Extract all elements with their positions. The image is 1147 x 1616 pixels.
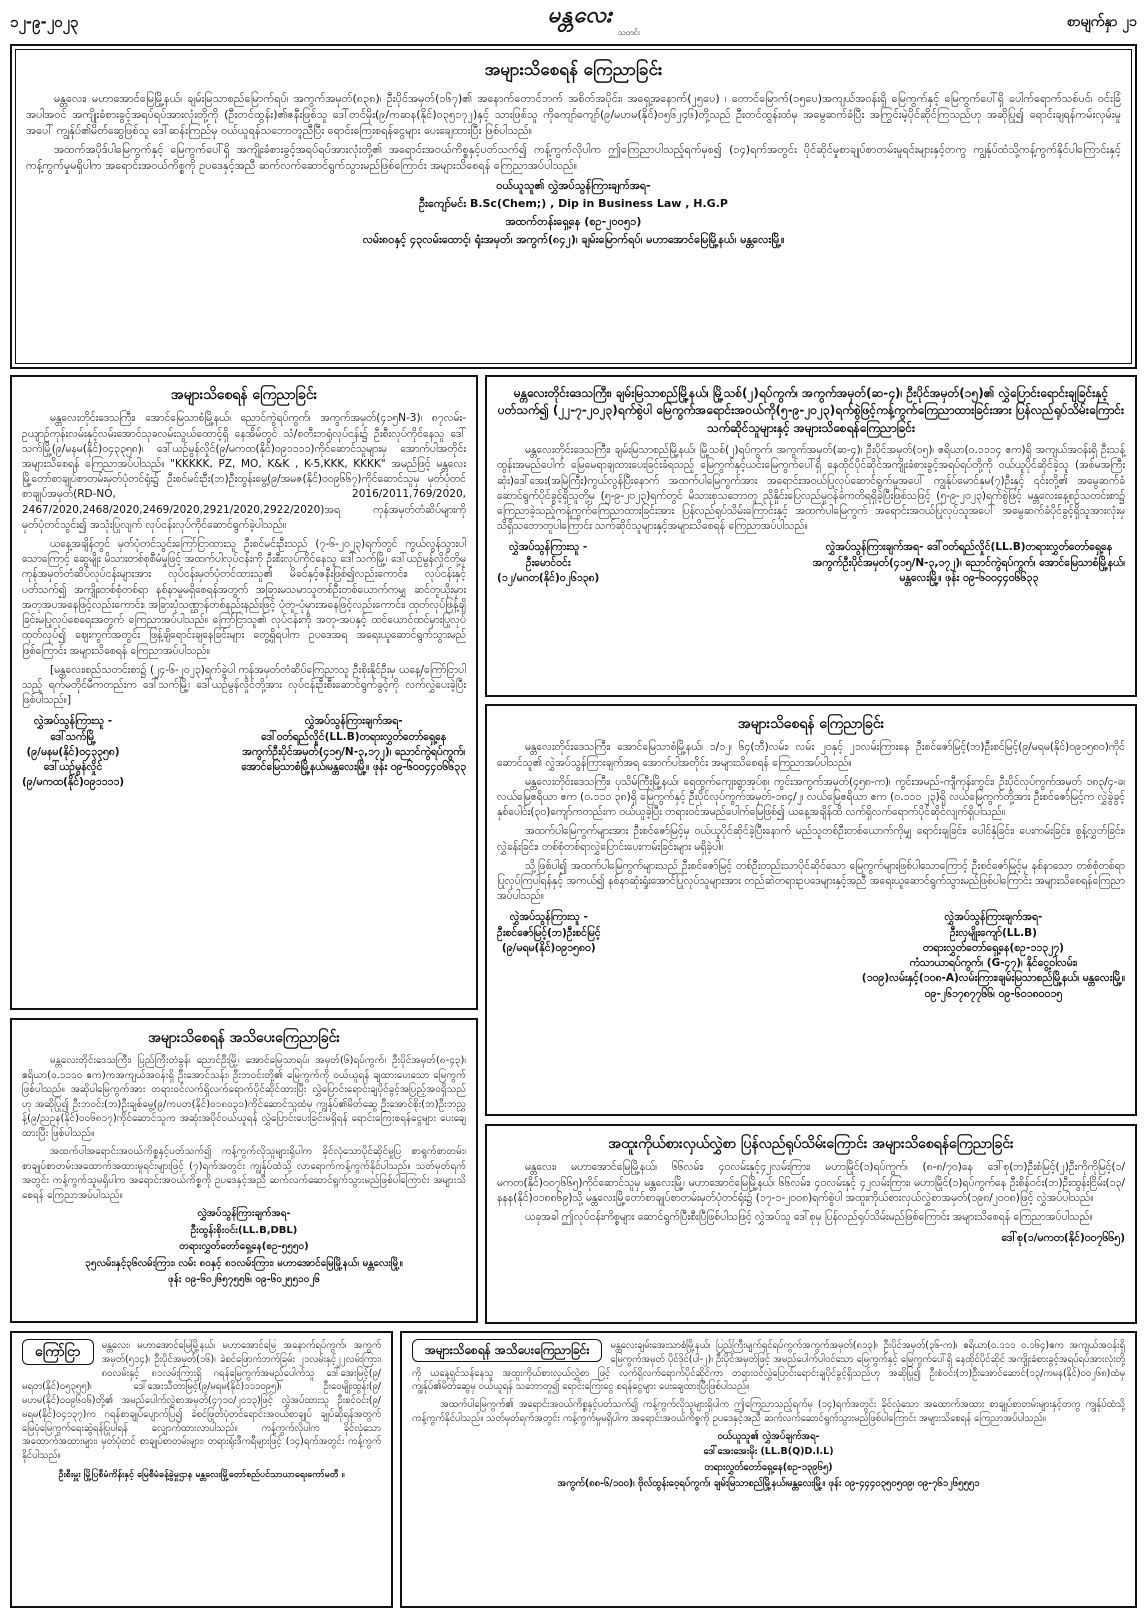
notice-paragraph: မန္တလေးတိုင်းဒေသကြီး၊ အောင်မြေသာစံမြို့နယ်၊ ၁/၁၂၊ ၆၄(ဘီ)လမ်း၊ လမ်း ၂၀နှင့် ၂၁လမ်းကြားနေ ဦးစင်ဇော်မြင့်(ဘ)ဦးစင်မြင့်(၉/မရမ(နိုင်)၀၉၁၅၈၀)ကိုင်ဆောင်သူ၏ လွှဲအပ်သွန်ကြားချက်အရ အောက်ပါအတိုင်း အများသိစေရန် ကြေညာအပ်ပါသည်။ — [497, 741, 1125, 769]
notice-footer: ဦးစီးမှူး မြို့ပြစီမံကိန်းနှင့် မြေစီမံခန့်ခွဲမှုဌာန မန္တလေးမြို့တော်စည်ပင်သာယာရေးကော်မတီ ။ — [58, 1469, 345, 1480]
signature-line: ဝယ်ယူသူ၏ လွှဲအပ်သွန်ကြားချက်အရ- — [496, 179, 651, 193]
signature-line: တရားလွှတ်တော်ရှေ့နေ(စဥ-၅၅၅၀) — [179, 1241, 309, 1253]
signature-right — [813, 540, 1125, 586]
notice-paragraph: အထက်ပါမြေကွက်၏ အရောင်းအဝယ်ကိစ္စနှင့်ပတ်သက်၍ ကန့်ကွက်လိုသူများရှိပါက ဤကြေညာသည့်ရက်မှ (၁၄)ရက်အတွင်း ခိုင်လုံသော အထောက်အထား စာချုပ်စာတမ်းများနှင့်တကွ ကျွန်ုပ်ထံသို့ ကန့်ကွက်နိုင်ပါသည်။ သတ်မှတ်ရက်အတွင်း ကန့်ကွက်မှုမရှိပါက အရောင်းအဝယ်ကိစ္စကို ဥပဒေနှင့်အညီ ဆက်လက်ဆောင်ရွက်သွားမည်ဖြစ်ပါကြောင်း အများသိစေရန် ကြေညာအပ်ပါသည်။ — [412, 1399, 1125, 1424]
logo-subtext: သတင်း — [618, 28, 640, 38]
signature-line: ဦးကျော်မင်း B.Sc(Chem;) , Dip in Business Law , H.G.P — [419, 197, 728, 211]
signature-line: လွှဲအပ်သွန်ကြားသူ - — [509, 911, 588, 924]
signature-line: ၃၅လမ်း၊နှင့်၃၆လမ်းကြား၊ လမ်း ၈၀နှင့် ၈၁လမ်းကြား၊ မဟာအောင်မြေမြို့နယ်၊ မန္တလေးမြို့။ — [85, 1257, 403, 1269]
notice-paragraph: ယနေ့အချိန်တွင် မှတ်ပုံတင်သွင်းကြော်ငြာထားသူ ဦးစင်မင်းဦးသည် (၇-၆-၂၀၂၃)ရက်တွင် ကွယ်လွန်သွားပါသောကြောင့် ဆွေမျိုး မိသားတစ်စုစီမံမှုဖြင့် အထက်ပါလုပ်ငန်းကို ဦးစီးလုပ်ကိုင်နေသူ ဒေါ်သက်မြို့၊ ဒေါ်ယဉ်မွန်လှိုင်တို့မှ ကုန်အမှတ်တံဆိပ်လုပ်ငန်းများအား လုပ်ငန်းမှတ်ပုံတင်ထားသူ၏ မိခင်နှင့်ဇနီးဖြစ်၍လည်းကောင်း၊ လုပ်ငန်းနှင့်ပတ်သက်၍ အကျိုးတစ်စုံတစ်ရာ နစ်နာမှုမရှိစေရန်အတွက် အခြားမသမာသူတစ်ဦးတစ်ယောက်ကမျှ ဆင်တူယိုးမှားအတုအပအနေဖြင့်လည်းကောင်း၊ အခြားပုံသဏ္ဌာန်တစ်နည်းနည်းဖြင့် ပုံတူ-ပုံမှားအနေဖြင့်လည်းကောင်း၊ ထုတ်လုပ်ဖြန့်ချိခြင်းမပြုလုပ်စေရေးအတွက် ကြေညာအပ်ပါသည်။ ကြော်ငြာသူ၏ လုပ်ငန်းကို အတု-အပနှင့် ထင်ယောင်ထင်မှားပြုလုပ်ထုတ်လုပ်၍ ဈေးကွက်အတွင်း ဖြန့်ချိရောင်းချနေခြင်းများ တွေ့ရှိရပါက ဥပဒေအရ အရေးယူဆောင်ရွက်သွားမည်ဖြစ်ကြောင်း အများသိစေရန် ကြေညာအပ်ပါသည်။ — [22, 538, 466, 657]
notice-title: အများသိစေရန် အသိပေးကြေညာခြင်း — [148, 1030, 340, 1046]
signature-line: ဒေါ်သက်မြို့ — [50, 730, 96, 743]
notice-paragraph: မန္တလေးတိုင်းဒေသကြီး၊ ပုသိမ်ကြီးမြို့နယ်၊ ရေထွက်ကျေးရွာအုပ်စု၊ ကွင်းအကွက်အမှတ်(၄၅၈-က)၊ ကွင်းအမည်-ကျီကုန်းကွင်း၊ ဦးပိုင်လုပ်ကွက်အမှတ် ၁၈၃/၄-ခ၊ လယ်မြေဧရိယာ ဧက (၀.၁၁၁ ၃၈)ရှိ မြေကွက်နှင့် ဦးပိုင်လုပ်ကွက်အမှတ်-၁၈၄/၂၊ လယ်မြေဧရိယာ ဧက (၀.၁၁၁ ၂၃)ရှိ လယ်မြေကွက်တို့အား ဦးစင်ဇော်မြင့်က လွှဲခွဲခွင့် နှစ်ပေါင်း(၃၀)ကျော်ကတည်းက ဝယ်ယူခဲ့ပြီး တရားဝင်အမည်ပေါက်မြေဖြစ်၍ ယနေ့အချိန်ထိ လက်ရှိလက်ရောက်ပိုင်ဆိုင်လျက်ရှိပါသည်။ — [497, 775, 1125, 819]
notice-paragraph: မန္တလေး၊ မဟာအောင်မြေမြို့နယ်၊ ချမ်းမြသာစည်မြောက်ရပ်၊ အကွက်အမှတ်(၈၃၈)၊ ဦးပိုင်အမှတ်(၁၆၇)၏ အနောက်တောင်ဘက် အစိတ်အပိုင်း၊ အရှေ့အနောက်(၂၅ပေ) ၊ တောင်မြောက်(၁၅ပေ)အကျယ်အဝန်းရှိ မြေကွက်နှင့် မြေကွက်ပေါ်ရှိ ပေါက်ရောက်သစ်ပင်၊ ဝင်းခြံအပါအဝင် အကျိုးခံစားခွင့်အရပ်ရပ်အားလုံးတို့ကို (ဦးတင်ထွန်း)၏ဇနီးဖြစ်သူ ဒေါ်တင်မိုး(၉/ကဆန(နိုင်)၀၃၅၁၇၂)နှင့် သားဖြစ်သူ ကိုကျော်ကျော်(၉/မဟမ(နိုင်)၀၅၆၂၄၆)တို့သည် ဦးတင်ထွန်းထံမှ အမွေဆက်ခံပြီး အကြွင်းမဲ့ပိုင်ဆိုင်ကြသည်ဟု အဆိုပြု၍ ရောင်းချရန်ကမ်းလှမ်းမှုအပေါ် ကျွန်ုပ်၏မိတ်ဆွေဖြစ်သူ ဒေါ်ဆန်းကြည်မှ ဝယ်ယူရန်သဘောတူညီပြီး ရောင်းကြေးစရန်ငွေများ ပေးချေထားပြီး ဖြစ်ပါသည်။ — [26, 91, 1121, 137]
notice-6 — [485, 1124, 1137, 1324]
signature-line: (၁၂/မဂတ(နိုင်)၀၂၆၁၃၈) — [497, 571, 600, 584]
signature-line: အကွက်ဦးပိုင်အမှတ်(၄၁၅/N-၃,၁၇၂)၊ ညောင်ကွဲရပ်ကွက်၊ — [242, 745, 466, 758]
signature-line: ဒေါ်ဝတ်ရည်လှိုင်(LL.B)တရားလွှတ်တော်ရှေ့နေ — [261, 730, 447, 743]
notice-paragraph: မန္တလေး၊ မဟာအောင်မြေမြို့နယ်၊ ၆၆လမ်း၊ ၄၀လမ်းနှင့်၄၂လမ်းကြား၊ မဟာမြိုင်(၁)ရပ်ကွက်၊ (၈-၈/၇၀)နေ ဒေါ်စု(ဘ)ဦးစံမြင့်(၂)ဦးကိုကိုမြင့်(၁/မကတ(နိုင်)၀၀၇၆၆၅)ကိုင်ဆောင်သူမှ မန္တလေးမြို့၊ မဟာအောင်မြေမြို့နယ်၊ ၆၆လမ်း၊ ၄၀လမ်းနှင့် ၄၂လမ်းကြား၊ မဟာမြိုင်(၁)ရပ်ကွက်နေ ဦးစိန်ဝင်း(ဘ)ဦးထွန်းငြိမ်း(၁၃/နနန(နိုင်)၀၁၈၈၆၉)သို့ မန္တလေးမြို့တော်စာချုပ်စာတမ်းမှတ်ပုံတင်ရုံး၌ (၁၇-၁-၂၀၀၈)ရက်စွဲပါ အထူးကိုယ်စားလှယ်လွှဲစာအမှတ်(၁၉၈/၂၀၀၈)ဖြင့် လွှဲအပ်ပါသည်။ — [497, 1161, 1125, 1204]
page-date: ၁၂-၉-၂၀၂၃ — [10, 13, 79, 31]
signature-line: ဝယ်ယူသူ၏ လွှဲအပ်ချက်အရ- — [717, 1430, 820, 1442]
signature-right — [862, 910, 1125, 1001]
notice-paragraph: အထက်ပါအရောင်းအဝယ်ကိစ္စနှင့်ပတ်သက်၍ ကန့်ကွက်လိုသူများရှိပါက ခိုင်လုံသောပိုင်ဆိုင်မှုပြ စာရွက်စာတမ်း၊ စာချုပ်စာတမ်းအထောက်အထားမူရင်းများဖြင့် (၇)ရက်အတွင်း ကျွန်ုပ်ထံသို့ လာရောက်ကန့်ကွက်နိုင်ပါသည်။ သတ်မှတ်ရက်အတွင်း ကန့်ကွက်သူမရှိပါက အရောင်းအဝယ်ကိစ္စကို ဥပဒေနှင့်အညီ ဆက်လက်ဆောင်ရွက်သွားမည်ဖြစ်ပါကြောင်း အများသိစေရန် ကြေညာအပ်ပါသည်။ — [22, 1146, 466, 1201]
notice-title: အများသိစေရန် ကြေညာခြင်း — [170, 387, 318, 403]
signature-line: တရားလွှတ်တော်ရှေ့နေ(စဥ-၁၁၃၂၇) — [922, 941, 1064, 954]
signature-line: (၁၀၉)လမ်းနှင့်(၁၀၈-A)လမ်းကြား၊ချမ်းမြသာစည်မြို့နယ်၊ မန္တလေးမြို့။ — [861, 972, 1125, 985]
notice-paragraph: မန္တလေးတိုင်းဒေသကြီး၊ ပြည်ကြီးတံခွန်၊ ညောင်ဦးမြို့၊ အောင်မြေသာရပ်၊ အမှတ်(၆)ရပ်ကွက်၊ ဦးပိုင်အမှတ်(၈-၄၃)၊ ဧရိယာ(၀.၁၁၁၀ ဧက)ကအကျယ်အဝန်းရှိ ဦးအောင်သန်း၊ ဦးဘဝင်းတို့၏ မြေကွက်ကို ဝယ်ယူရန် ချထားပေးသော မြေကွက်ဖြစ်ပါသည်။ အဆိုပါမြေကွက်အား တရားဝင်လက်ရှိလက်ရောက်ပိုင်ဆိုင်ထားပြီး လွှဲပြောင်းရောင်းချပိုင်ခွင့်အပြည့်အဝရှိသည်ဟု အဆိုပြု၍ ဦးဘဝင်း(ဘ)ဦးချစ်မွေ့(၉/ကပတ(နိုင်)၀၁၈၀၃၁)ကိုင်ဆောင်သူထံမှ ကျွန်ုပ်၏မိတ်ဆွေ ဦးအောင်စိုး(ဘ)ဦးဘညွှန့်(၉/ညဥန(နိုင်)၀၀၆၈၁၇)ကိုင်ဆောင်သူက အဆုံးအပိုင်ဝယ်ယူရန် လွှဲပြောင်းပေးခြင်းမရှိရန် ရောင်းကြေးစရန်ငွေများ ပေးချေထားပြီး ဖြစ်ပါသည်။ — [22, 1055, 466, 1139]
signature-line: (၉/မရမ(နိုင်)၀၉၁၅၈၀) — [501, 941, 596, 954]
notice-paragraph: မန္တလေးချမ်းအေးသာစံမြို့နယ်၊ ပြည်ကြီးမျက်ရှင်ရပ်ကွက်အကွက်အမှတ်(၈၁၃)၊ ဦးပိုင်အမှတ်(၃၆-က)၊ ဧရိယာ(၀.၁၁၁ ၀.၁၆၄)ဧက အကျယ်အဝန်းရှိ မြေကွက်အမှတ် ပိုင်ဒိုင်(ပါ-၂)၊ ဦးပိုင်အမှတ်ဖြင့် အမည်ပေါက်ပါဝင်သော မြေကွက်နှင့် မြေကွက်ပေါ်ရှိ နေထိုင်ပိုင်ဆိုင် အကျိုးခံစားခွင့်အရပ်ရပ်အားလုံးတို့ကို ယနေ့ရှင်သန်နေသူ အထူးကိုယ်စားလှယ်လွှဲစာ ဖြင့် လက်ရှိလက်ရောက်ပိုင်ဆိုင်ကာ တရားဝင်လွှဲပြောင်းရောင်းချပိုင်ခွင့်ရှိသည်ဟု အဆိုပြု၍ ဦးစံဝင်း(ဘ)ဦးအောင်ဆောင်(၁၃/ကမန(နိုင်)၀၀၂၆၈)ထံမှ ကျွန်ုပ်၏မိတ်ဆွေမှ ဝယ်ယူရန် သဘောတူ၍ ရောင်းကြေးငွေ စရန်ငွေများ ပေးချေထားပြီးဖြစ်ပါသည်။ — [412, 1340, 1125, 1393]
signature-line: ဦးစင်ဇော်မြင့်(ဘ)ဦးစင်မြင့် — [497, 926, 601, 939]
signature-line: ဒေါ်စု(၁/မကတ(နိုင်)၀၀၇၆၆၅) — [1001, 1232, 1125, 1245]
signature-line: လွှဲအပ်သွန်ကြားသူ - — [509, 541, 588, 554]
signature-line: (၉/မနမ(နိုင်)၀၄၃၃၅၈) — [26, 745, 120, 758]
signature-line: ကံသာယာရပ်ကွက်၊ (G-၄၇)၊ နိုင်ငွေ့ဝါလမ်း၊ — [909, 957, 1078, 970]
signature-line: လမ်း၈၀နှင့် ၄၃လမ်းထောင့်၊ ရုံးအမှတ်၊ အကွက်(၈၄၂)၊ ချမ်းမြောက်ရပ်၊ မဟာအောင်မြေမြို့နယ်၊ မန္တလေးမြို့။ — [362, 233, 785, 247]
signature-block — [497, 540, 1125, 586]
signature-line: ဒေါ်ယဉ်မွန်လှိုင် — [43, 761, 103, 774]
signature-line: ဖုန်း ၀၉-၆၀၂၆၅၇၅၅၆၊ ၀၉-၆၀၂၅၅၁၀၂၆ — [168, 1274, 320, 1286]
notice-title: မန္တလေးတိုင်းဒေသကြီး၊ ချမ်းမြသာစည်မြို့နယ်၊ မြို့သစ်(၂)ရပ်ကွက်၊ အကွက်အမှတ်(ဆ-၄)၊ ဦးပိုင်အမှတ်(၁၅)၏ လွှဲပြောင်းရောင်းချခြင်းနှင့် ပတ်သက်၍ (၂၂-၇-၂၀၂၃)ရက်စွဲပါ မြေကွက်အရောင်းအဝယ်ကို(၅-၉-၂၀၂၃)ရက်စွဲဖြင့်ကန့်ကွက်ကြေညာထားခြင်းအား ပြန်လည်ရုပ်သိမ်းကြောင်း သက်ဆိုင်သူများနှင့် အများသိစေရန်ကြေညာခြင်း — [497, 386, 1125, 435]
signature-line: ၀၉-၂၆၁၇၈၇၇၆၆၊ ၀၉-၆၀၁၈၀၀၁၅ — [924, 987, 1063, 1000]
notice-5 — [485, 704, 1137, 1116]
notice-8 — [400, 1331, 1137, 1608]
notice-title: ကြော်ငြာ — [22, 1339, 94, 1365]
signature-line: ဦးမောင်ဝင်း — [525, 556, 571, 569]
signature-line: အကွက်(၈၈-၆/၁၀၀)၊ ဗိုလ်ထွန်းဝေ့ရပ်ကွက်၊ ချမ်းမြသာစည်မြို့နယ်၊မန္တလေးမြို့။ ဖုန်း ၀၉-၄၄၄၀၃၅၀၅၀၉၊ ၀၉-၇၆၁၂၆၅၅၅၁ — [557, 1477, 980, 1489]
notice-paragraph: မန္တလေး၊ မဟာအောင်မြေမြို့နယ်၊ မဟာအောင်မြေ အနောက်ရပ်ကွက်၊ အကွက်အမှတ်(၅၁၄)၊ ဦးပိုင်အမှတ်(၁၆)၊ ခဲစင်ဖြောက်ဘက်ခြမ်း ၂၁လမ်းနှင့်၂၂လမ်းကြား၊ ၈၀လမ်းနှင့် ၈၁လမ်းကြားရှိ ဂရန်မြေကွက်အမည်ပေါက်သူ ဒေါ်အေးမြင့်(၉/မရတ(နိုင်)၀၅၃၅၅)၊ ဒေါ်အေးသီတာမြင့်(၉/မရမ(နိုင်)၁၁၁၀၉၅)၊ ဦးဝေမျိုးထွန်း(၉/မဟမ(နိုင်)၀၀၉၆၀၆)တို့၏ အမည်ပေါက်လွှဲစာအမှတ်(၄၇၁၀/၂၀၁၃)ဖြင့် လွှဲအပ်ထားသူ ဦးစင်ဝင်း(၉/မရမ(နိုင်)၀၄၁၃၇)က ဂရန်စာချုပ်ပျောက်ပြ၍ ခဲစင်ဖြုတ်ပုံတင်ရောင်းအဝယ်စာချုပ် ချုပ်ဆိုရန်အတွက် မြေပုံမြေကွက်ရေးဆွဲရန်ပြုပါရန် လျှောက်ထားလာပါသည်။ ကန့်ကွက်လိုပါက ခိုင်လုံသော အထောက်အထားများ၊ မှတ်ပုံတင် စာချုပ်စာတမ်းများ၊ တရားရုံးဒီကရီများဖြင့် (၁၄)ရက်အတွင်း ကန့်ကွက်နိုင်ပါသည်။ — [22, 1340, 381, 1462]
notice-1 — [10, 44, 1137, 369]
notice-title: အထူးကိုယ်စားလှယ်လွှဲစာ ပြန်လည်ရုပ်သိမ်းကြောင်း အများသိစေရန်ကြေညာခြင်း — [608, 1136, 1014, 1152]
signature-line: လွှဲအပ်သွန်ကြားချက်အရ- ဒေါ်ဝတ်ရည်လှိုင်(LL.B)တရားလွှတ်တော်ရှေ့နေ — [825, 541, 1113, 554]
notice-paragraph: သို့ဖြစ်ပါ၍ အထက်ပါမြေကွက်များသည် ဦးစင်ဇော်မြင့် တစ်ဦးတည်းသာပိုင်ဆိုင်သော မြေကွက်များဖြစ်ပါသောကြောင့် ဦးစင်ဇော်မြင့်မှ နစ်နာသော တစ်စုံတစ်ရာပြုလုပ်ကြပါရန်နှင့် အကယ်၍ နစ်နာဆုံးရှုံးအောင်ပြုလုပ်သူများအား တည်ဆဲတရားဥပဒေများနှင့်အညီ အရေးယူဆောင်ရွက်သွားမည်ဖြစ်ပါကြောင်း အများသိစေရန်ကြေညာအပ်ပါသည်။ — [497, 859, 1125, 903]
logo-text: မန္တလေး — [547, 3, 613, 29]
signature-line: (၉/မကထ(နိုင်)၀၉၁၁၁၁) — [22, 776, 125, 789]
signature-left — [497, 540, 599, 586]
signature-left — [22, 714, 124, 790]
notice-3 — [10, 1018, 478, 1323]
signature-line: လွှဲအပ်သွန်ကြားချက်အရ- — [197, 1208, 291, 1220]
signature-line: လွှဲအပ်သွန်ကြားသူ - — [33, 715, 113, 728]
notice-7 — [10, 1331, 393, 1608]
signature-line: အထက်တန်းရှေ့နေ (စဥ-၂၀၀၅၁) — [505, 215, 642, 229]
notice-title: အများသိစေရန် အသိပေးကြေညာခြင်း — [412, 1339, 602, 1362]
signature-line: မန္တလေးမြို့။ ဖုန်း ၀၉-၆၀၀၄၄၀၆၆၃၃ — [899, 571, 1039, 584]
signature-line: လွှဲအပ်သွန်ကြားချက်အရ- — [944, 911, 1043, 924]
page-number: စာမျက်နှာ ၂၁ — [1066, 14, 1137, 30]
signature-line: ဒေါ်အေးအေးမိုး (LL.B(Q)D.I.L) — [703, 1446, 834, 1458]
notice-paragraph: [မန္တလေး၊စည်သတင်းစာ၌ (၂၄-၆-၂၀၂၃)ရက်ခွဲပါ ကုန်အမှတ်တံဆိပ်ကြေညာသူ ဦးစိုးနိုင်ဦးမှ ယနေ့/ကြော်ငြာပါသည့် ရက်မတိုင်မီကတည်းက ဒေါ်သက်မြို့၊ ဒေါ်ယဉ်မွန်လှိုင်တို့အား လုပ်ငန်းဦးစီးဆောင်ရွက်ခွင့်ကို လက်လွှဲပေးခဲ့ပြီး ဖြစ်ပါသည်။] — [22, 663, 466, 707]
notice-paragraph: အထက်အပိုဒ်ပါမြေကွက်နှင့် မြေကွက်ပေါ်ရှိ အကျိုးခံစားခွင့်အရပ်ရပ်အားလုံးတို့၏ အရောင်းအဝယ်ကိစ္စနှင့်ပတ်သက်၍ ကန့်ကွက်လိုပါက ဤကြေညာပါသည့်ရက်မှစ၍ (၁၄)ရက်အတွင်း ပိုင်ဆိုင်မှုစာချုပ်စာတမ်းမူရင်းများနှင့်တကွ ကျွန်ုပ်ထံသို့ကန့်ကွက်နိုင်ပါကြောင်းနှင့် ကန့်ကွက်မှုမရှိပါက အရောင်းအဝယ်ကိစ္စကို ဥပဒေနှင့်အညီ ဆက်လက်ဆောင်ရွက်သွားမည်ဖြစ်ကြောင်း အများသိစေရန် ကြေညာအပ်ပါသည်။ — [26, 143, 1121, 173]
signature-right — [241, 714, 466, 790]
notice-2 — [10, 375, 478, 1010]
signature-block — [497, 910, 1125, 1001]
notice-paragraph: ယခုအခါ ဤလုပ်ငန်းကိစ္စများ ဆောင်ရွက်ပြီးစီးပြီဖြစ်ပါသဖြင့် လွှဲအပ်သူ ဒေါ်စုမှ ပြန်လည်ရုပ်သိမ်းမည်ဖြစ်ကြောင်း အများသိစေရန် ကြေညာအပ်ပါသည်။ — [525, 1210, 1093, 1223]
page-header — [10, 3, 1137, 38]
notice-title: အများသိစေရန် ကြေညာခြင်း — [484, 60, 663, 80]
newspaper-logo — [490, 4, 670, 40]
signature-line: လွှဲအပ်သွန်ကြားချက်အရ- — [304, 715, 403, 728]
notice-paragraph: အထက်ပါမြေကွက်များအား ဦးစင်ဇော်မြင့်မှ ဝယ်ယူပိုင်ဆိုင်ခဲ့ပြီးနောက် မည်သူတစ်ဦးတစ်ယောက်ကိုမျှ ရောင်းချခြင်း၊ ပေါင်နှံခြင်း၊ ပေးကမ်းခြင်း၊ စွန့်လွှတ်ခြင်း၊ လွှဲခန်းခြင်း၊ တစ်စုံတစ်ရာလွှဲပြောင်းပေးကမ်းခြင်းများ မရှိခဲ့ပါ။ — [497, 825, 1125, 853]
notice-paragraph: မန္တလေးတိုင်းဒေသကြီး၊ အောင်မြေသာစံမြို့နယ်၊ ညောင်ကွဲရပ်ကွက်၊ အကွက်အမှတ်(၄၁၅N-3)၊ ၈၇လမ်း-ဥယျာဉ်ကုန်းလမ်းနှင့်လမ်းအောင်သုခလမ်းသွယ်ထောင့်ရှိ နေအိမ်တွင် သံ/စတီးဘရုံလုပ်ငန်း၌ ဦးစီးလုပ်ကိုင်နေသူ ဒေါ်သက်မြို့(၉/မနမ(နိုင်)၀၄၃၃၅၈)၊ ဒေါ်ယဉ်မွန်လှိုင်(၉/မကထ(နိုင်)၀၉၁၁၁၁)ကိုင်ဆောင်သူများမှ အောက်ပါအတိုင်းအများသိစေရန် ကြေညာအပ်ပါသည်။ "KKKKK, PZ, MO, K&K , K-5,KKK, KKKK" အမည်ဖြင့် မန္တလေးမြို့တော်စာချုပ်စာတမ်းမှတ်ပုံတင်ရုံး၌ ဦးစင်မင်းဦး(ဘ)ဦးထွန်းမွေ့(၉/အမဇ(နိုင်)၀၀၉၆၆၇)ကိုင်ဆောင်သူမှ မှတ်ပုံတင်စာချုပ်အမှတ်(RD-NO, 2016/2011,769/2020, 2467/2020,2468/2020,2469/2020,2921/2020,2922/2020)အရ ကုန်အမှတ်တံဆိပ်များကို မှတ်ပုံတင်သွင်း၍ အသုံးပြုလျက် လုပ်ငန်းလုပ်ကိုင်ဆောင်ရွက်ခဲ့ပါသည်။ — [22, 412, 466, 531]
notice-title: အများသိစေရန် ကြေညာခြင်း — [737, 716, 885, 732]
notice-paragraph: မန္တလေးတိုင်းဒေသကြီး၊ ချမ်းမြသာစည်မြို့နယ်၊ မြို့သစ်(၂)ရပ်ကွက်၊ အကွက်အမှတ်(ဆ-၄)၊ ဦးပိုင်အမှတ်(၁၅)၊ ဧရိယာ(၀.၁၁၁၄ ဧက)ရှိ အကျယ်အဝန်းရှိ ဦးသန့်ထွန်းအမည်ပေါက် မြေမေရာချထားပေးခြင်းခံရသည့် မြေကွက်နှင့်ယင်းမြေကွက်ပေါ်ရှိ နေထိုင်ပိုင်ဆိုင်အကျိုးခံစားခွင့်အရပ်ရပ်တို့ကို ဝယ်ယူပိုင်ဆိုင်ခဲ့သူ (အစ်မအကြီးဆုံး)ဒေါ်အေး(အမြဲကြီး)ကွယ်လွန်ပြီးနောက် အထက်ပါမြေကွက်အား အရောင်းအဝယ်ပြုလုပ်ဆောင်ရွက်မှုအပေါ် ကျွန်ုပ်မောင်နှမ(၇)ဦးနှင့် ၎င်းတို့၏ အမွေဆက်ခံဆောင်ရွက်ပိုင်ခွင့်ရှိသူတို့မှ (၅-၉-၂၀၂၃)ရက်တွင် မိသားစုသဘောတူ ညှိနှိုင်းပြေလည်မှုဝန်ခံကတိရရှိခဲ့ပြီးဖြစ်သဖြင့် (၅-၉-၂၀၂၃)ရက်စွဲဖြင့် မန္တလေးနေ့စဉ်သတင်းစာ၌ ကြေညာခဲ့သည့်ကန့်ကွက်ကြေညာထားခြင်းအား ပြန်လည်ရုပ်သိမ်းကြောင်းနှင့် အထက်ပါမြေကွက် အရောင်းအဝယ်ပြုလုပ်သူအပေါ် အမွေဆက်ခံပိုင်ခွင့်ရှိသူအားလုံးမှ သိရှိသဘောတူပါကြောင်း သက်ဆိုင်သူများနှင့်အများသိစေရန် ကြေညာအပ်ပါသည်။ — [497, 444, 1125, 533]
signature-line: အကွက်ဦးပိုင်အမှတ်(၄၁၅/N-၃,၁၇၂)၊ ညောင်ကွဲရပ်ကွက်၊ အောင်မြေသာစံမြို့နယ်၊ — [812, 556, 1125, 569]
notice-4 — [485, 375, 1137, 697]
signature-line: ဦးထွန်းစိုးဝင်း(LL.B,DBL) — [190, 1224, 298, 1236]
signature-line: တရားလွှတ်တော်ရှေ့နေ(စဥ-၁၃၉၆၅) — [704, 1462, 833, 1474]
signature-line: အောင်မြေသာစံမြို့နယ်၊မန္တလေးမြို့။ ဖုန်း ၀၉-၆၀၀၄၄၀၆၆၃၃ — [241, 761, 466, 774]
signature-line: ဦးလှမျိုးကျော်(LL.B) — [949, 926, 1037, 939]
signature-left — [497, 910, 601, 1001]
signature-block — [22, 714, 466, 790]
